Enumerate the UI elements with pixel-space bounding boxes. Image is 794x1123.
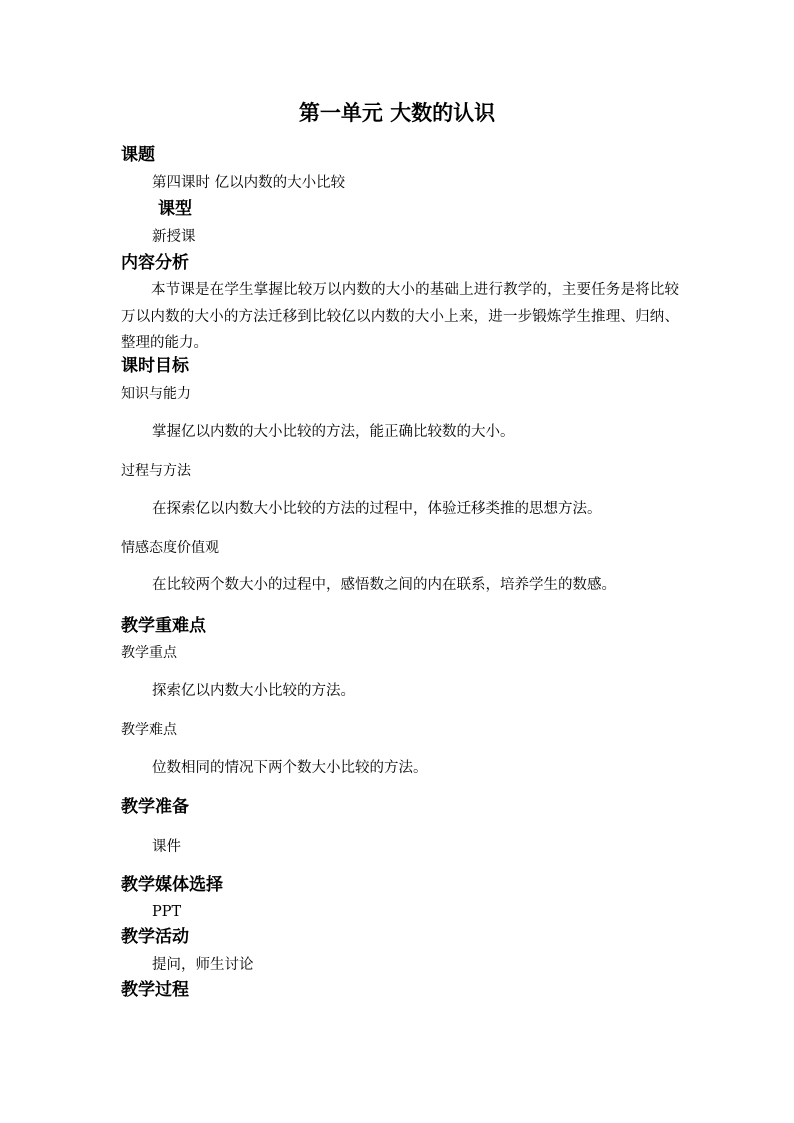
activity-heading: 教学活动: [121, 927, 189, 947]
topic-content: 第四课时 亿以内数的大小比较: [152, 175, 346, 191]
difficulty-label: 教学难点: [121, 722, 177, 738]
type-heading: 课型: [158, 199, 192, 219]
media-content: PPT: [152, 904, 182, 920]
preparation-content: 课件: [152, 839, 181, 855]
document-title: 第一单元 大数的认识: [298, 101, 496, 125]
process-label: 过程与方法: [121, 463, 191, 479]
knowledge-content: 掌握亿以内数的大小比较的方法，能正确比较数的大小。: [152, 424, 515, 440]
difficulty-content: 位数相同的情况下两个数大小比较的方法。: [152, 760, 428, 776]
analysis-heading: 内容分析: [121, 253, 189, 273]
knowledge-label: 知识与能力: [121, 386, 191, 402]
topic-heading: 课题: [121, 145, 155, 165]
activity-content: 提问，师生讨论: [152, 957, 254, 973]
keypoints-heading: 教学重难点: [121, 616, 206, 636]
emotion-label: 情感态度价值观: [121, 540, 219, 556]
objectives-heading: 课时目标: [121, 356, 189, 376]
focus-content: 探索亿以内数大小比较的方法。: [152, 683, 355, 699]
procedure-heading: 教学过程: [121, 980, 189, 1000]
focus-label: 教学重点: [121, 645, 177, 661]
emotion-content: 在比较两个数大小的过程中，感悟数之间的内在联系，培养学生的数感。: [152, 577, 616, 593]
preparation-heading: 教学准备: [121, 797, 189, 817]
analysis-content: 本节课是在学生掌握比较万以内数的大小的基础上进行教学的，主要任务是将比较万以内数的大小的方法迁移到比较亿以内数的大小上来，进一步锻炼学生推理、归纳、整理的能力。: [121, 282, 679, 351]
process-content: 在探索亿以内数大小比较的方法的过程中，体验迁移类推的思想方法。: [152, 501, 602, 517]
type-content: 新授课: [152, 229, 196, 245]
media-heading: 教学媒体选择: [121, 875, 223, 895]
